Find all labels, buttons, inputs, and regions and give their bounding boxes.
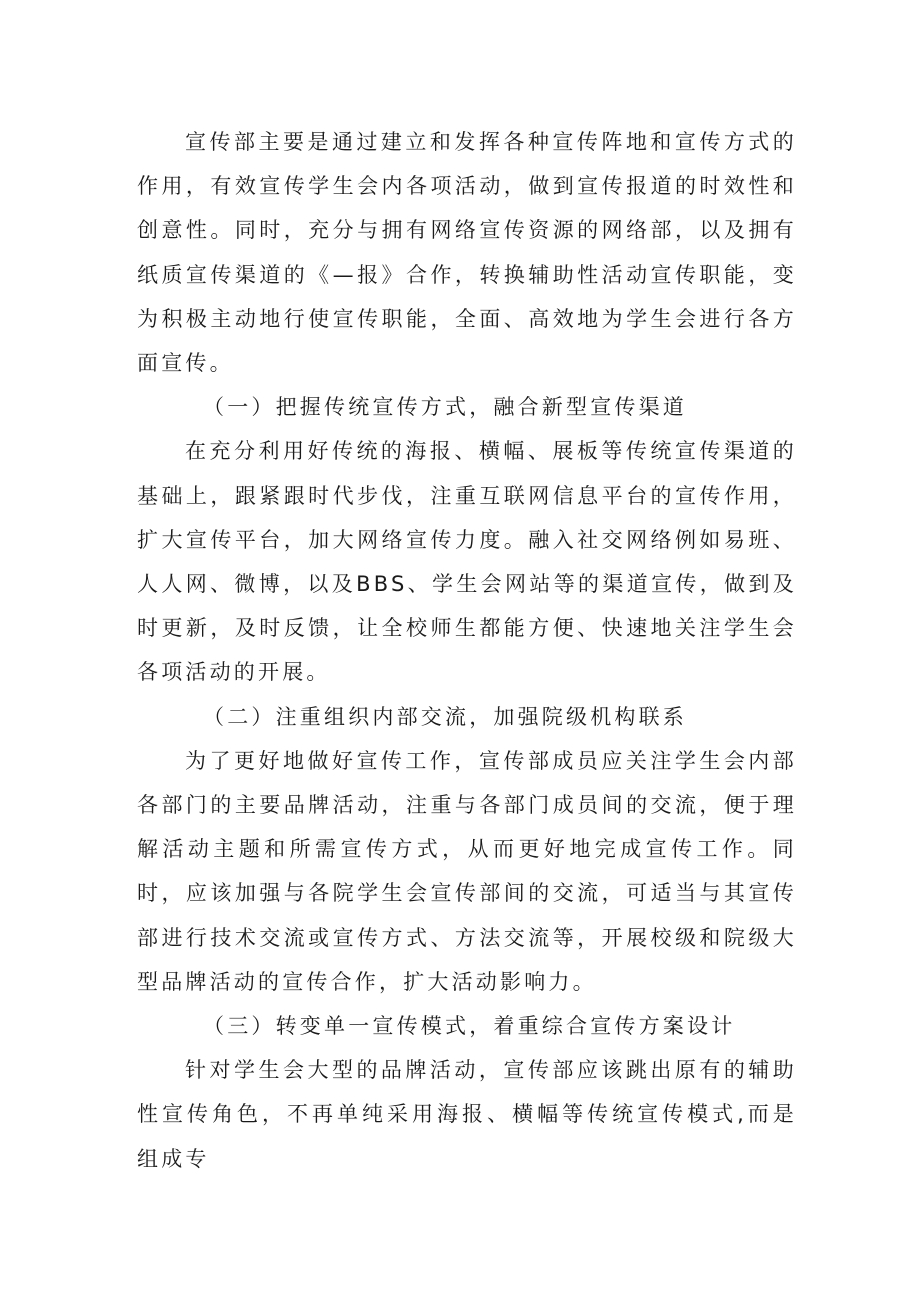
paragraph-section-1: 在充分利用好传统的海报、横幅、展板等传统宣传渠道的基础上，跟紧跟时代步伐，注重互联网信息平台的宣传作用，扩大宣传平台，加大网络宣传力度。融入社交网络例如易班、人人网、微博，以及BBS、学生会网站等的渠道宣传，做到及时更新，及时反馈，让全校师生都能方便、快速地关注学生会各项活动的开展。 bbox=[137, 439, 797, 685]
paragraph-section-2: 为了更好地做好宣传工作，宣传部成员应关注学生会内部各部门的主要品牌活动，注重与各部门成员间的交流，便于理解活动主题和所需宣传方式，从而更好地完成宣传工作。同时，应该加强与各院学生会宣传部间的交流，可适当与其宣传部进行技术交流或宣传方式、方法交流等，开展校级和院级大型品牌活动的宣传合作，扩大活动影响力。 bbox=[137, 748, 797, 994]
section-heading-2: （二）注重组织内部交流，加强院级机构联系 bbox=[203, 704, 687, 729]
paragraph-section-3: 针对学生会大型的品牌活动，宣传部应该跳出原有的辅助性宣传角色，不再单纯采用海报、横幅等传统宣传模式,而是组成专 bbox=[137, 1058, 797, 1171]
section-heading-3: （三）转变单一宣传模式，着重综合宣传方案设计 bbox=[203, 1014, 736, 1039]
document-body bbox=[137, 120, 797, 1181]
section-heading-1: （一）把握传统宣传方式，融合新型宣传渠道 bbox=[203, 395, 687, 420]
paragraph-intro: 宣传部主要是通过建立和发挥各种宣传阵地和宣传方式的作用，有效宣传学生会内各项活动，做到宣传报道的时效性和创意性。同时，充分与拥有网络宣传资源的网络部，以及拥有纸质宣传渠道的《—报》合作，转换辅助性活动宣传职能，变为积极主动地行使宣传职能，全面、高效地为学生会进行各方面宣传。 bbox=[137, 130, 797, 376]
